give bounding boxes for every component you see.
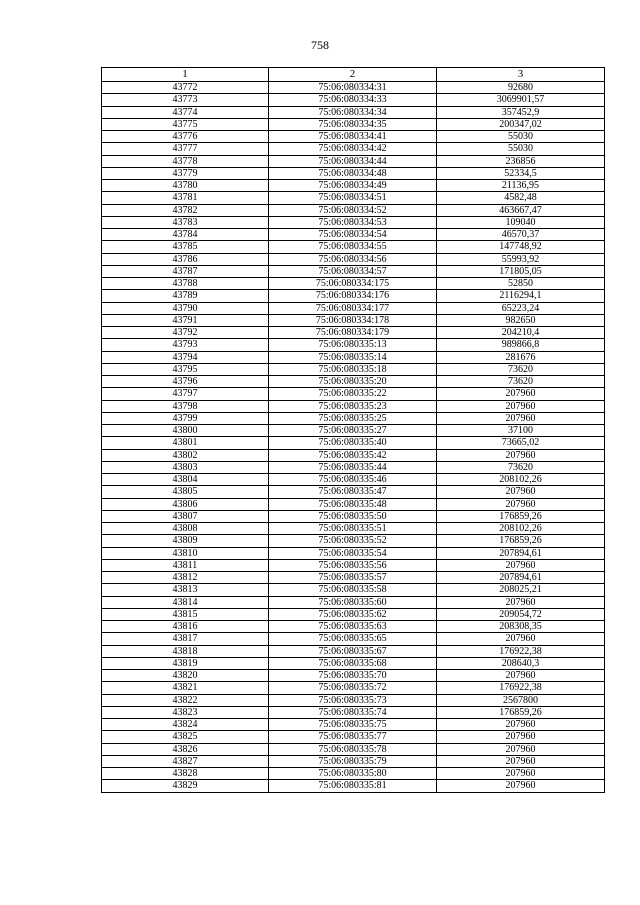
row-number-cell: 43810: [102, 547, 269, 559]
table-row: [102, 633, 605, 645]
table-row: [102, 265, 605, 277]
table-row: [102, 400, 605, 412]
row-number-cell: 43784: [102, 229, 269, 241]
table-row: [102, 682, 605, 694]
row-number-cell: 43808: [102, 523, 269, 535]
value-cell: 207960: [437, 633, 605, 645]
value-cell: 2567800: [437, 694, 605, 706]
value-cell: 207960: [437, 498, 605, 510]
table-row: [102, 621, 605, 633]
table-row: [102, 694, 605, 706]
value-cell: 21136,95: [437, 180, 605, 192]
row-number-cell: 43816: [102, 621, 269, 633]
value-cell: 208102,26: [437, 523, 605, 535]
cadastral-number-cell: 75:06:080334:176: [269, 290, 437, 302]
cadastral-number-cell: 75:06:080334:54: [269, 229, 437, 241]
row-number-cell: 43826: [102, 743, 269, 755]
value-cell: 176922,38: [437, 645, 605, 657]
cadastral-number-cell: 75:06:080335:14: [269, 351, 437, 363]
value-cell: 52850: [437, 278, 605, 290]
cadastral-number-cell: 75:06:080335:68: [269, 657, 437, 669]
row-number-cell: 43800: [102, 425, 269, 437]
table-row: [102, 719, 605, 731]
table-row: [102, 510, 605, 522]
row-number-cell: 43799: [102, 412, 269, 424]
cadastral-number-cell: 75:06:080334:178: [269, 314, 437, 326]
row-number-cell: 43805: [102, 486, 269, 498]
cadastral-number-cell: 75:06:080335:67: [269, 645, 437, 657]
value-cell: 207960: [437, 486, 605, 498]
cadastral-number-cell: 75:06:080334:57: [269, 265, 437, 277]
table-row: [102, 449, 605, 461]
cadastral-number-cell: 75:06:080335:74: [269, 706, 437, 718]
table-row: [102, 437, 605, 449]
row-number-cell: 43797: [102, 388, 269, 400]
value-cell: 207960: [437, 559, 605, 571]
cadastral-number-cell: 75:06:080334:179: [269, 327, 437, 339]
cadastral-number-cell: 75:06:080335:63: [269, 621, 437, 633]
value-cell: 208640,3: [437, 657, 605, 669]
table-row: [102, 645, 605, 657]
table-row: [102, 339, 605, 351]
cadastral-number-cell: 75:06:080335:58: [269, 584, 437, 596]
value-cell: 2116294,1: [437, 290, 605, 302]
table-row: [102, 118, 605, 130]
table-row: [102, 253, 605, 265]
cadastral-number-cell: 75:06:080334:51: [269, 192, 437, 204]
value-cell: 52334,5: [437, 167, 605, 179]
cadastral-number-cell: 75:06:080335:79: [269, 755, 437, 767]
row-number-cell: 43780: [102, 180, 269, 192]
cadastral-number-cell: 75:06:080334:53: [269, 216, 437, 228]
value-cell: 207894,61: [437, 572, 605, 584]
column-header-3: 3: [437, 68, 605, 82]
table-row: [102, 314, 605, 326]
row-number-cell: 43828: [102, 768, 269, 780]
table-row: [102, 474, 605, 486]
row-number-cell: 43804: [102, 474, 269, 486]
row-number-cell: 43792: [102, 327, 269, 339]
row-number-cell: 43783: [102, 216, 269, 228]
value-cell: 207960: [437, 412, 605, 424]
table-row: [102, 425, 605, 437]
table-row: [102, 167, 605, 179]
row-number-cell: 43801: [102, 437, 269, 449]
value-cell: 73665,02: [437, 437, 605, 449]
row-number-cell: 43824: [102, 719, 269, 731]
value-cell: 208308,35: [437, 621, 605, 633]
cadastral-number-cell: 75:06:080335:22: [269, 388, 437, 400]
cadastral-number-cell: 75:06:080335:70: [269, 670, 437, 682]
value-cell: 463667,47: [437, 204, 605, 216]
row-number-cell: 43791: [102, 314, 269, 326]
value-cell: 207960: [437, 780, 605, 792]
value-cell: 989866,8: [437, 339, 605, 351]
value-cell: 176859,26: [437, 706, 605, 718]
table-row: [102, 131, 605, 143]
value-cell: 982650: [437, 314, 605, 326]
row-number-cell: 43820: [102, 670, 269, 682]
cadastral-number-cell: 75:06:080335:18: [269, 363, 437, 375]
row-number-cell: 43782: [102, 204, 269, 216]
table-row: [102, 498, 605, 510]
value-cell: 37100: [437, 425, 605, 437]
cadastral-number-cell: 75:06:080334:34: [269, 106, 437, 118]
table-row: [102, 780, 605, 792]
table-row: [102, 180, 605, 192]
row-number-cell: 43776: [102, 131, 269, 143]
cadastral-number-cell: 75:06:080334:52: [269, 204, 437, 216]
cadastral-number-cell: 75:06:080335:25: [269, 412, 437, 424]
value-cell: 176922,38: [437, 682, 605, 694]
row-number-cell: 43798: [102, 400, 269, 412]
cadastral-number-cell: 75:06:080335:48: [269, 498, 437, 510]
row-number-cell: 43813: [102, 584, 269, 596]
table-row: [102, 82, 605, 94]
table-row: [102, 302, 605, 314]
table-row: [102, 559, 605, 571]
value-cell: 46570,37: [437, 229, 605, 241]
row-number-cell: 43829: [102, 780, 269, 792]
table-row: [102, 584, 605, 596]
cadastral-number-cell: 75:06:080335:40: [269, 437, 437, 449]
cadastral-number-cell: 75:06:080335:78: [269, 743, 437, 755]
value-cell: 207960: [437, 719, 605, 731]
row-number-cell: 43823: [102, 706, 269, 718]
value-cell: 208102,26: [437, 474, 605, 486]
cadastral-number-cell: 75:06:080334:177: [269, 302, 437, 314]
value-cell: 281676: [437, 351, 605, 363]
cadastral-number-cell: 75:06:080335:20: [269, 376, 437, 388]
value-cell: 207960: [437, 388, 605, 400]
row-number-cell: 43793: [102, 339, 269, 351]
table-row: [102, 106, 605, 118]
value-cell: 357452,9: [437, 106, 605, 118]
row-number-cell: 43794: [102, 351, 269, 363]
row-number-cell: 43822: [102, 694, 269, 706]
cadastral-number-cell: 75:06:080335:72: [269, 682, 437, 694]
value-cell: 65223,24: [437, 302, 605, 314]
table-body: [102, 82, 605, 793]
table-row: [102, 388, 605, 400]
row-number-cell: 43811: [102, 559, 269, 571]
cadastral-number-cell: 75:06:080335:56: [269, 559, 437, 571]
cadastral-number-cell: 75:06:080335:51: [269, 523, 437, 535]
row-number-cell: 43773: [102, 94, 269, 106]
table-row: [102, 731, 605, 743]
table-row: [102, 143, 605, 155]
row-number-cell: 43775: [102, 118, 269, 130]
value-cell: 92680: [437, 82, 605, 94]
value-cell: 176859,26: [437, 535, 605, 547]
cadastral-number-cell: 75:06:080335:77: [269, 731, 437, 743]
value-cell: 204210,4: [437, 327, 605, 339]
table-row: [102, 547, 605, 559]
value-cell: 207960: [437, 731, 605, 743]
value-cell: 207960: [437, 743, 605, 755]
table-row: [102, 94, 605, 106]
row-number-cell: 43812: [102, 572, 269, 584]
table-row: [102, 278, 605, 290]
row-number-cell: 43789: [102, 290, 269, 302]
value-cell: 55030: [437, 131, 605, 143]
value-cell: 207960: [437, 596, 605, 608]
table-row: [102, 768, 605, 780]
row-number-cell: 43809: [102, 535, 269, 547]
table-row: [102, 670, 605, 682]
cadastral-number-cell: 75:06:080335:52: [269, 535, 437, 547]
column-header-1: 1: [102, 68, 269, 82]
row-number-cell: 43786: [102, 253, 269, 265]
table-row: [102, 535, 605, 547]
table-row: [102, 376, 605, 388]
cadastral-number-cell: 75:06:080335:42: [269, 449, 437, 461]
table-row: [102, 486, 605, 498]
cadastral-number-cell: 75:06:080334:56: [269, 253, 437, 265]
cadastral-number-cell: 75:06:080335:60: [269, 596, 437, 608]
table-row: [102, 755, 605, 767]
row-number-cell: 43803: [102, 461, 269, 473]
row-number-cell: 43787: [102, 265, 269, 277]
table-row: [102, 363, 605, 375]
row-number-cell: 43772: [102, 82, 269, 94]
table-row: [102, 241, 605, 253]
table-row: [102, 608, 605, 620]
value-cell: 207960: [437, 755, 605, 767]
cadastral-number-cell: 75:06:080335:80: [269, 768, 437, 780]
row-number-cell: 43815: [102, 608, 269, 620]
value-cell: 208025,21: [437, 584, 605, 596]
value-cell: 207894,61: [437, 547, 605, 559]
cadastral-number-cell: 75:06:080335:62: [269, 608, 437, 620]
cadastral-number-cell: 75:06:080334:31: [269, 82, 437, 94]
value-cell: 3069901,57: [437, 94, 605, 106]
row-number-cell: 43814: [102, 596, 269, 608]
table-row: [102, 743, 605, 755]
row-number-cell: 43781: [102, 192, 269, 204]
page-number: 758: [311, 38, 329, 52]
row-number-cell: 43806: [102, 498, 269, 510]
cadastral-number-cell: 75:06:080335:27: [269, 425, 437, 437]
cadastral-number-cell: 75:06:080335:57: [269, 572, 437, 584]
row-number-cell: 43788: [102, 278, 269, 290]
cadastral-number-cell: 75:06:080334:175: [269, 278, 437, 290]
row-number-cell: 43795: [102, 363, 269, 375]
row-number-cell: 43817: [102, 633, 269, 645]
row-number-cell: 43796: [102, 376, 269, 388]
table-row: [102, 192, 605, 204]
row-number-cell: 43777: [102, 143, 269, 155]
cadastral-number-cell: 75:06:080335:47: [269, 486, 437, 498]
table-row: [102, 596, 605, 608]
value-cell: 207960: [437, 670, 605, 682]
value-cell: 4582,48: [437, 192, 605, 204]
cadastral-number-cell: 75:06:080335:13: [269, 339, 437, 351]
table-header-row: [102, 68, 605, 82]
row-number-cell: 43774: [102, 106, 269, 118]
cadastral-number-cell: 75:06:080335:46: [269, 474, 437, 486]
value-cell: 176859,26: [437, 510, 605, 522]
table-row: [102, 155, 605, 167]
table-row: [102, 290, 605, 302]
table-row: [102, 229, 605, 241]
value-cell: 200347,02: [437, 118, 605, 130]
table-row: [102, 412, 605, 424]
row-number-cell: 43802: [102, 449, 269, 461]
row-number-cell: 43778: [102, 155, 269, 167]
row-number-cell: 43825: [102, 731, 269, 743]
cadastral-number-cell: 75:06:080334:35: [269, 118, 437, 130]
table-row: [102, 216, 605, 228]
table-row: [102, 461, 605, 473]
cadastral-number-cell: 75:06:080334:44: [269, 155, 437, 167]
row-number-cell: 43818: [102, 645, 269, 657]
value-cell: 209054,72: [437, 608, 605, 620]
cadastral-number-cell: 75:06:080334:49: [269, 180, 437, 192]
row-number-cell: 43785: [102, 241, 269, 253]
table-row: [102, 523, 605, 535]
value-cell: 109040: [437, 216, 605, 228]
cadastral-number-cell: 75:06:080335:65: [269, 633, 437, 645]
value-cell: 73620: [437, 376, 605, 388]
cadastral-number-cell: 75:06:080335:54: [269, 547, 437, 559]
cadastral-number-cell: 75:06:080335:50: [269, 510, 437, 522]
value-cell: 207960: [437, 400, 605, 412]
cadastral-number-cell: 75:06:080335:44: [269, 461, 437, 473]
cadastral-number-cell: 75:06:080334:55: [269, 241, 437, 253]
cadastral-number-cell: 75:06:080335:73: [269, 694, 437, 706]
value-cell: 73620: [437, 363, 605, 375]
row-number-cell: 43807: [102, 510, 269, 522]
row-number-cell: 43819: [102, 657, 269, 669]
row-number-cell: 43821: [102, 682, 269, 694]
table-row: [102, 351, 605, 363]
value-cell: 207960: [437, 449, 605, 461]
table-row: [102, 572, 605, 584]
value-cell: 147748,92: [437, 241, 605, 253]
cadastral-number-cell: 75:06:080334:48: [269, 167, 437, 179]
cadastral-number-cell: 75:06:080335:81: [269, 780, 437, 792]
value-cell: 55030: [437, 143, 605, 155]
value-cell: 171805,05: [437, 265, 605, 277]
cadastral-number-cell: 75:06:080334:33: [269, 94, 437, 106]
table-row: [102, 327, 605, 339]
value-cell: 55993,92: [437, 253, 605, 265]
value-cell: 73620: [437, 461, 605, 473]
cadastral-number-cell: 75:06:080334:42: [269, 143, 437, 155]
column-header-2: 2: [269, 68, 437, 82]
row-number-cell: 43779: [102, 167, 269, 179]
data-table: [101, 67, 605, 793]
table-row: [102, 706, 605, 718]
cadastral-number-cell: 75:06:080334:41: [269, 131, 437, 143]
row-number-cell: 43827: [102, 755, 269, 767]
table-row: [102, 204, 605, 216]
table-row: [102, 657, 605, 669]
row-number-cell: 43790: [102, 302, 269, 314]
cadastral-number-cell: 75:06:080335:75: [269, 719, 437, 731]
value-cell: 207960: [437, 768, 605, 780]
value-cell: 236856: [437, 155, 605, 167]
cadastral-number-cell: 75:06:080335:23: [269, 400, 437, 412]
